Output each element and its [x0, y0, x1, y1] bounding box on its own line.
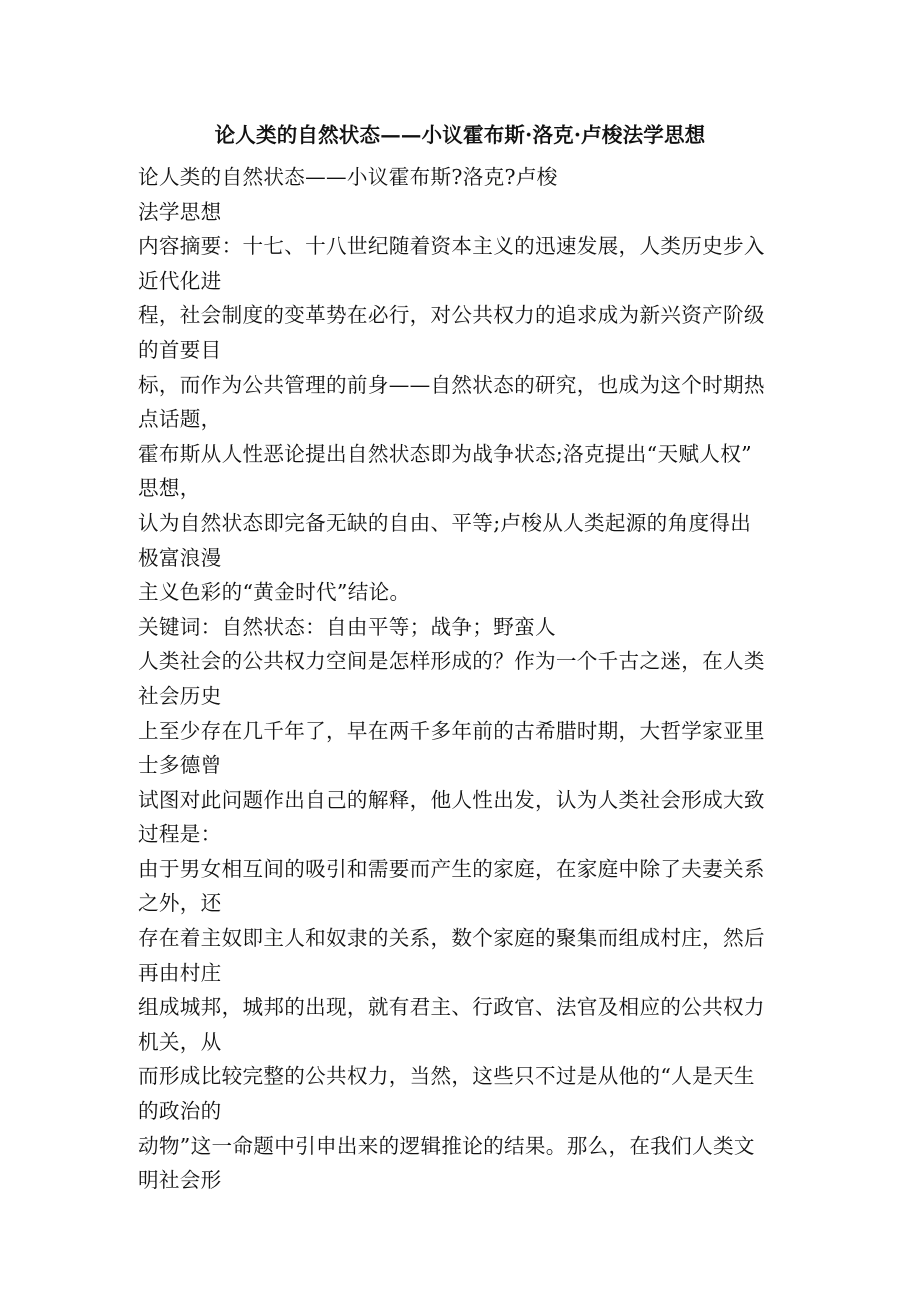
text-line: 点话题，	[138, 407, 222, 432]
text-line: 论人类的自然状态——小议霍布斯?洛克?卢梭	[138, 165, 558, 189]
text-line: 动物”这一命题中引申出来的逻辑推论的结果。那么，在我们人类文	[138, 1133, 755, 1158]
document-title: 论人类的自然状态——小议霍布斯·洛克·卢梭法学思想	[214, 123, 706, 147]
document-body	[138, 160, 788, 1198]
text-line: 霍布斯从人性恶论提出自然状态即为战争状态;洛克提出“天赋人权”	[138, 441, 752, 466]
text-line: 法学思想	[138, 199, 222, 224]
text-line: 内容摘要：十七、十八世纪随着资本主义的迅速发展，人类历史步入	[138, 234, 765, 259]
text-line: 程，社会制度的变革势在必行，对公共权力的追求成为新兴资产阶级	[138, 303, 765, 328]
text-line: 士多德曾	[138, 753, 222, 778]
text-line: 组成城邦，城邦的出现，就有君主、行政官、法官及相应的公共权力	[138, 995, 765, 1020]
text-line: 极富浪漫	[138, 545, 222, 570]
text-line: 思想，	[138, 476, 201, 501]
text-line: 认为自然状态即完备无缺的自由、平等;卢梭从人类起源的角度得出	[138, 510, 752, 535]
text-line: 过程是：	[138, 822, 222, 847]
text-line: 试图对此问题作出自己的解释，他人性出发，认为人类社会形成大致	[138, 787, 765, 812]
text-line: 近代化进	[138, 268, 222, 293]
text-line: 而形成比较完整的公共权力，当然，这些只不过是从他的“人是天生	[138, 1064, 755, 1089]
text-line: 由于男女相互间的吸引和需要而产生的家庭，在家庭中除了夫妻关系	[138, 856, 765, 881]
keywords-line: 关键词：自然状态：自由平等；战争；野蛮人	[138, 614, 556, 639]
text-line: 存在着主奴即主人和奴隶的关系，数个家庭的聚集而组成村庄，然后	[138, 926, 765, 951]
text-line: 人类社会的公共权力空间是怎样形成的？作为一个千古之迷，在人类	[138, 649, 765, 674]
text-line: 明社会形	[138, 1168, 222, 1193]
text-line: 主义色彩的“黄金时代”结论。	[138, 580, 411, 605]
text-line: 机关，从	[138, 1029, 222, 1054]
text-line: 的政治的	[138, 1099, 222, 1124]
text-line: 标，而作为公共管理的前身——自然状态的研究，也成为这个时期热	[138, 372, 765, 397]
text-line: 的首要目	[138, 337, 222, 362]
text-line: 再由村庄	[138, 960, 222, 985]
text-line: 社会历史	[138, 683, 222, 708]
text-line: 上至少存在几千年了，早在两千多年前的古希腊时期，大哲学家亚里	[138, 718, 765, 743]
text-line: 之外，还	[138, 891, 222, 916]
